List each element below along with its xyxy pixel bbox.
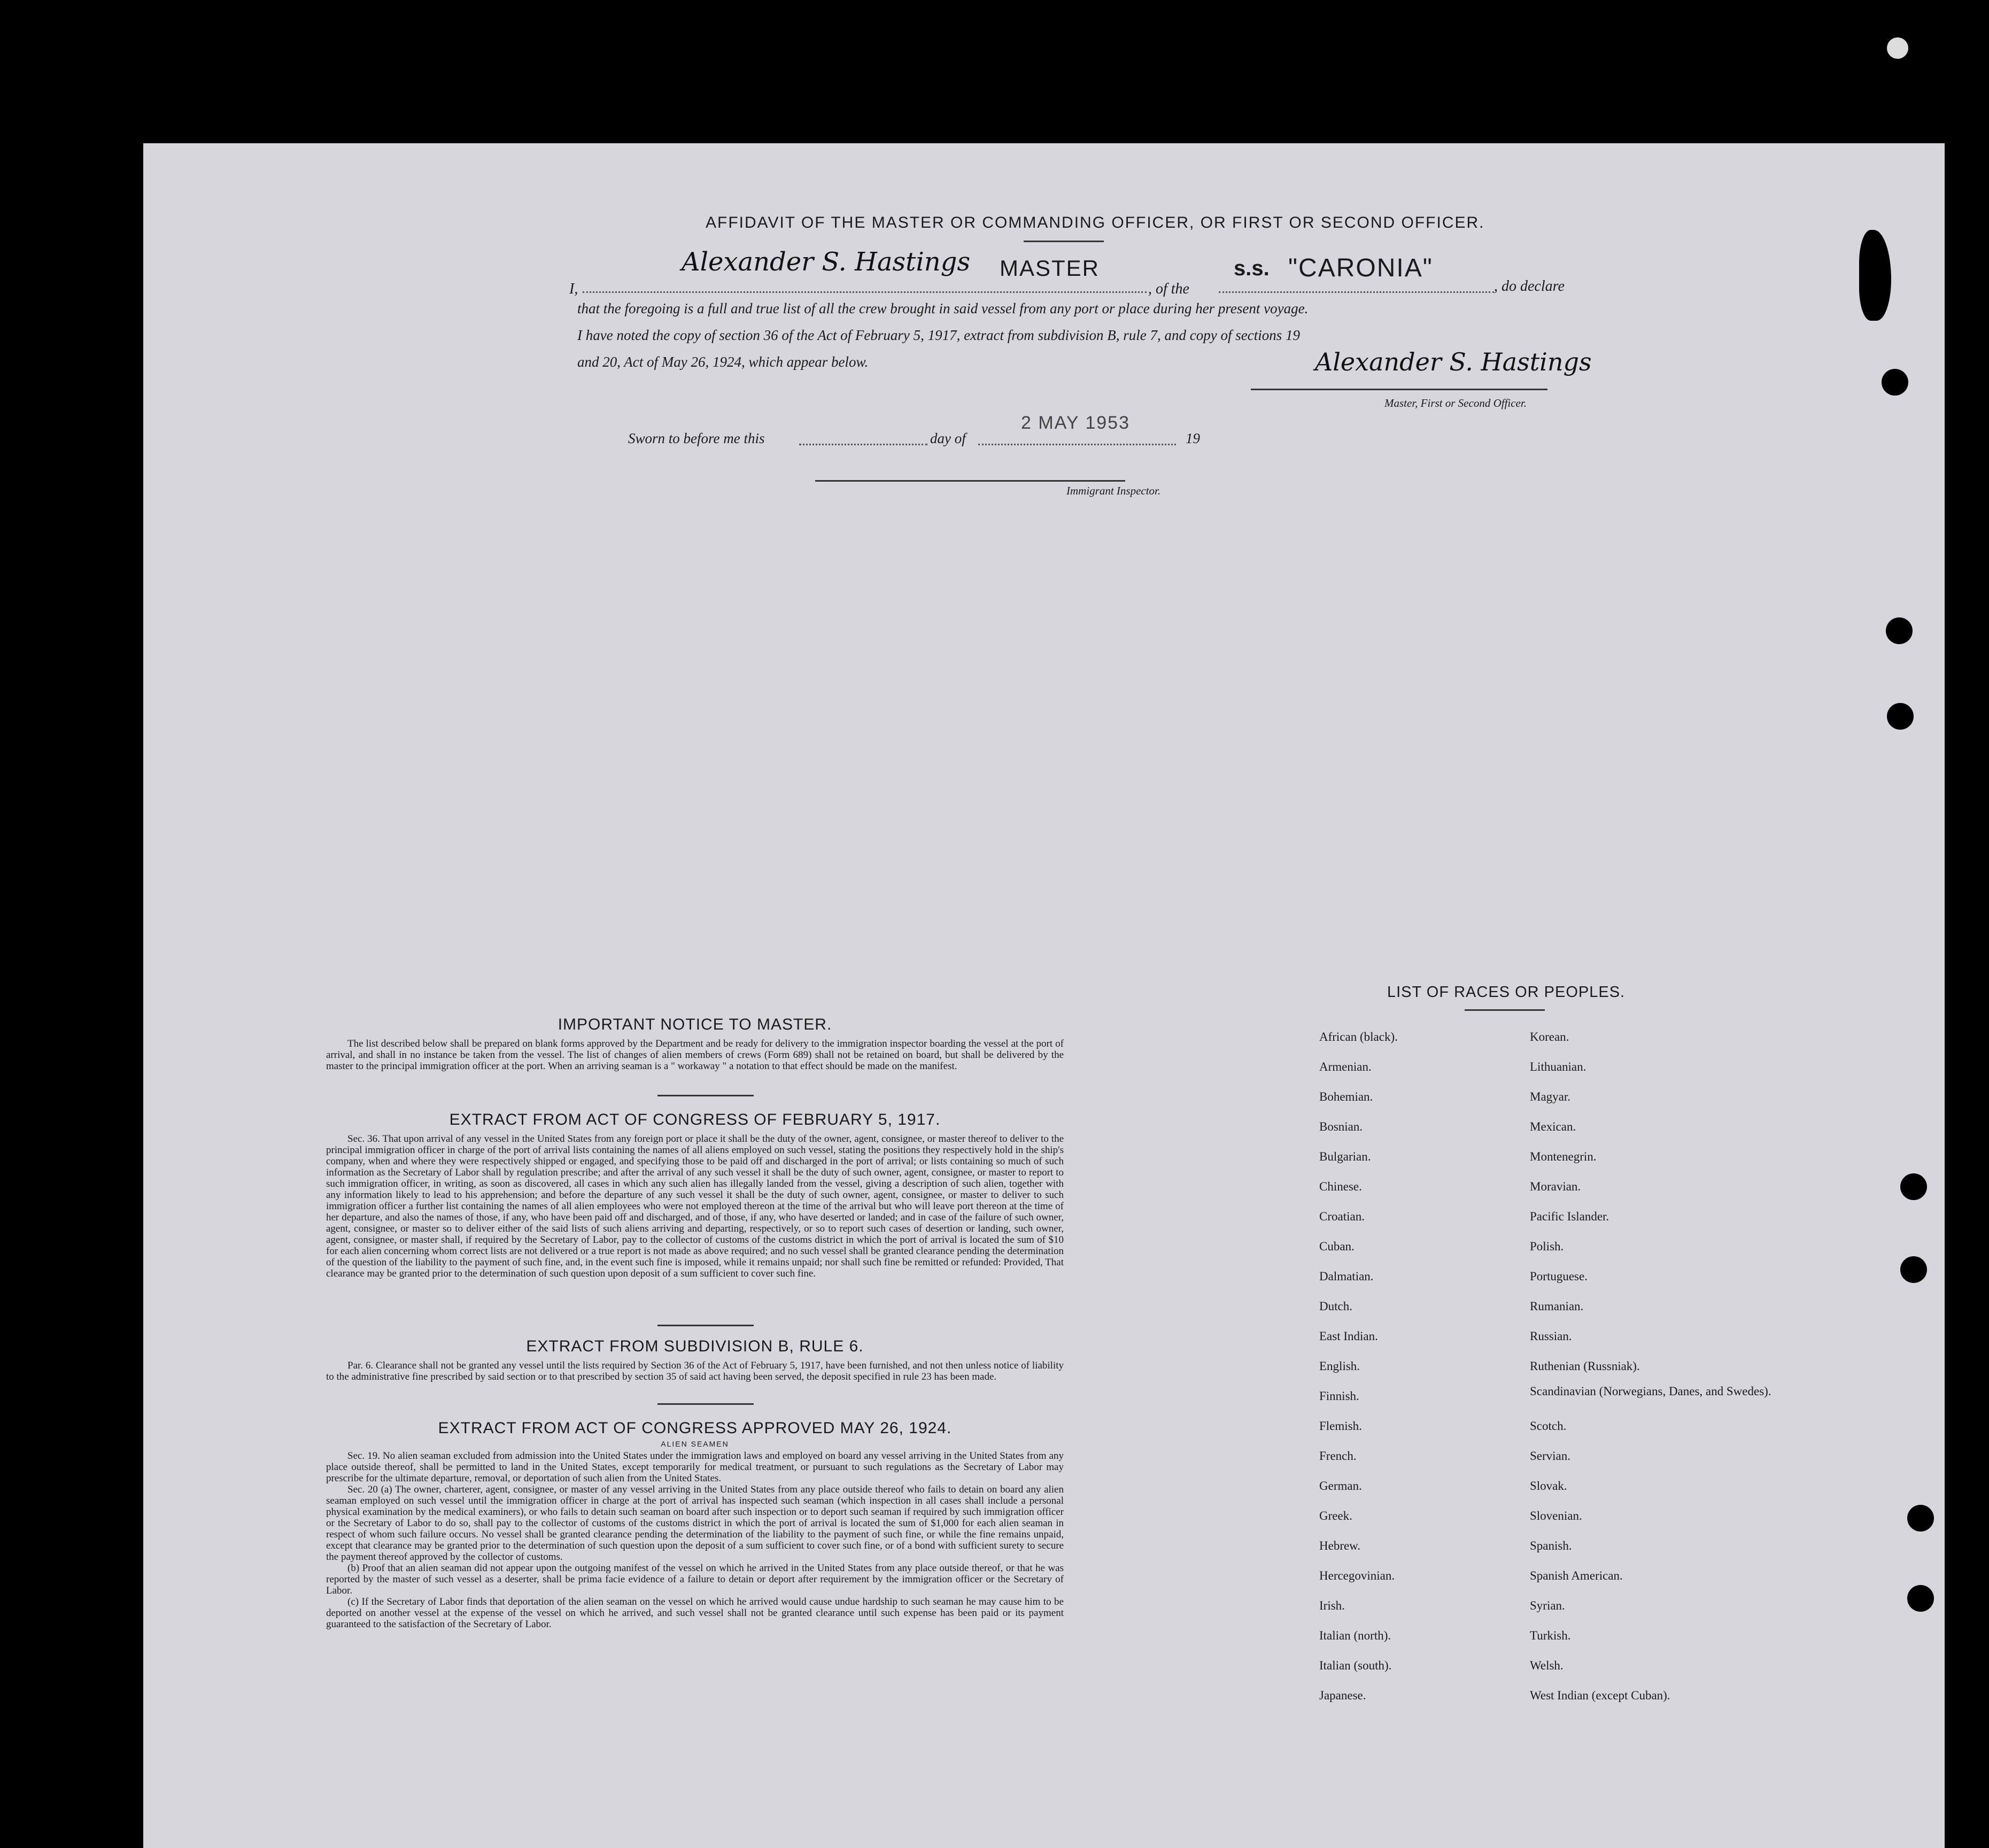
race-item: Bosnian. bbox=[1319, 1120, 1363, 1133]
race-item: German. bbox=[1319, 1479, 1362, 1493]
title-rule bbox=[1024, 241, 1104, 242]
race-item: Italian (south). bbox=[1319, 1659, 1392, 1672]
notice-section bbox=[326, 1016, 1064, 1072]
officer-signature-line bbox=[1251, 389, 1547, 390]
races-title: LIST OF RACES OR PEOPLES. bbox=[1387, 984, 1626, 1001]
punch-hole bbox=[1900, 1173, 1927, 1200]
declaration-line-3: and 20, Act of May 26, 1924, which appear below. bbox=[577, 354, 869, 370]
race-item: Dutch. bbox=[1319, 1300, 1352, 1313]
declaration-line-2: I have noted the copy of section 36 of the Act of February 5, 1917, extract from subdivision B, rule 7, and copy of sections 19 bbox=[577, 327, 1300, 343]
race-item: Cuban. bbox=[1319, 1240, 1355, 1253]
race-item: Spanish American. bbox=[1530, 1569, 1623, 1582]
do-declare-label: , do declare bbox=[1494, 278, 1565, 295]
master-signature: Alexander S. Hastings bbox=[682, 247, 971, 277]
subdivision-b-section bbox=[326, 1337, 1064, 1382]
sworn-day-line bbox=[799, 444, 927, 445]
extract-1917-body: Sec. 36. That upon arrival of any vessel in the United States from any foreign port or place it shall be the duty of the owner, agent, consignee, or master thereof to deliver to the principal immigration officer in charge of the port of arrival lists containing the names of all aliens employed on such vessel, stating the positions they respectively hold in the ship's company, when and where they were respectively shipped or engaged, and specifying those to be paid off and discharged in the port of arrival; or lists containing so much of such information as the Secretary of Labor shall by regulation prescribe; and after the arrival of any such vessel it shall be the duty of such owner, agent, consignee, or master to report to such immigration officer, in writing, as soon as discovered, all cases in which any such alien has illegally landed from the vessel, giving a description of such alien, together with any information likely to lead to his apprehension; and before the departure of any such vessel it shall be the duty of such owner, agent, consignee, or master to deliver to such immigration officer a further list containing the names of all alien employees who were not employed thereon at the time of the arrival but who will leave port thereon at the time of her departure, and also the names of those, if any, who have been paid off and discharged, and of those, if any, who have deserted or landed; and in case of the failure of such owner, agent, consignee, or master so to deliver either of the said lists of such aliens arriving and departing, respectively, or so to report such cases of desertion or landing, such owner, agent, consignee, or master shall, if required by the Secretary of Labor, pay to the collector of customs of the customs district in which the port of arrival is located the sum of $10 for each alien concerning whom correct lists are not delivered or a true report is not made as above required; and no such vessel shall be granted clearance pending the determination of the question of the liability to the payment of such fine, and, in the event such fine is imposed, while it remains unpaid; nor shall such fine be remitted or refunded: Provided, That clearance may be granted prior to the determination of such question upon deposit of a sum sufficient to cover such fine. bbox=[326, 1133, 1064, 1279]
punch-hole bbox=[1907, 1585, 1934, 1612]
race-item: Magyar. bbox=[1530, 1090, 1571, 1103]
race-item: East Indian. bbox=[1319, 1329, 1378, 1343]
race-item: Hebrew. bbox=[1319, 1539, 1361, 1552]
punch-hole bbox=[1887, 703, 1914, 730]
sec-20a-text: Sec. 20 (a) The owner, charterer, agent, consignee, or master of any vessel arriving in the United States from any place outside thereof who fails to detain on board any alien seaman employed on such vessel until the immigration officer in charge at the port of arrival has inspected such seaman (which inspection in all cases shall include a personal physical examination by the medical examiners), or who fails to detain such seaman on board after such inspection or to deport such seaman if required by such immigration officer or the Secretary of Labor to do so, shall pay to the collector of customs of the customs district in which the port of arrival is located the sum of $1,000 for each alien seaman in respect of whom such failure occurs. No vessel shall be granted clearance pending the determination of the liability to the payment of such fine, or while the fine remains unpaid, except that clearance may be granted prior to the determination of such question upon the deposit of a sum sufficient to cover such fine, or of a bond with sufficient surety to secure the payment thereof approved by the collector of customs. bbox=[326, 1484, 1064, 1563]
race-item: Hercegovinian. bbox=[1319, 1569, 1395, 1582]
race-item: Japanese. bbox=[1319, 1689, 1366, 1702]
race-item: Scotch. bbox=[1530, 1419, 1567, 1433]
race-item: French. bbox=[1319, 1449, 1357, 1463]
i-label: I, bbox=[569, 281, 578, 297]
day-of-label: day of bbox=[930, 430, 966, 446]
rank-value: MASTER bbox=[1000, 256, 1100, 281]
race-item: Bulgarian. bbox=[1319, 1150, 1371, 1163]
race-item: Lithuanian. bbox=[1530, 1060, 1586, 1073]
race-item: Ruthenian (Russniak). bbox=[1530, 1359, 1640, 1373]
punch-hole bbox=[1907, 1505, 1934, 1532]
race-item: Finnish. bbox=[1319, 1389, 1359, 1403]
subdivision-b-rule bbox=[657, 1403, 754, 1405]
race-item: Croatian. bbox=[1319, 1210, 1365, 1223]
race-item: African (black). bbox=[1319, 1030, 1398, 1043]
inspector-label: Immigrant Inspector. bbox=[1066, 484, 1161, 497]
race-item: Irish. bbox=[1319, 1599, 1345, 1612]
race-item: Chinese. bbox=[1319, 1180, 1362, 1193]
affidavit-title: AFFIDAVIT OF THE MASTER OR COMMANDING OFFICER, OR FIRST OR SECOND OFFICER. bbox=[706, 214, 1485, 231]
name-line bbox=[583, 291, 1147, 293]
extract-1924-subtitle: ALIEN SEAMEN bbox=[661, 1440, 729, 1448]
race-item: Syrian. bbox=[1530, 1599, 1565, 1612]
sworn-date-line bbox=[978, 444, 1176, 445]
notice-body: The list described below shall be prepared on blank forms approved by the Department and be ready for delivery to the immigration inspector boarding the vessel at the port of arrival, and shall in no instance be taken from the vessel. The list of changes of alien members of crews (Form 689) shall not be retained on board, but shall be delivered by the master to the principal immigration officer at the port. When an arriving seaman is a " workaway " a notation to that effect should be made on the manifest. bbox=[326, 1038, 1064, 1072]
sworn-date-stamp: 2 MAY 1953 bbox=[1021, 413, 1130, 433]
race-item: Slovenian. bbox=[1530, 1509, 1582, 1522]
race-item: Russian. bbox=[1530, 1329, 1572, 1343]
race-item: Armenian. bbox=[1319, 1060, 1372, 1073]
sec-20c-text: (c) If the Secretary of Labor finds that deportation of the alien seaman on the vessel on which he arrived would cause undue hardship to such seaman he may cause him to be deported on another vessel at the expense of the vessel on which he arrived, and such vessel shall not be granted clearance until such expense has been paid or its payment guaranteed to the satisfaction of the Secretary of Labor. bbox=[326, 1596, 1064, 1630]
race-item: Polish. bbox=[1530, 1240, 1564, 1253]
ship-prefix: s.s. bbox=[1234, 257, 1270, 280]
extract-1924-section bbox=[326, 1419, 1064, 1630]
race-item: Scandinavian (Norwegians, Danes, and Swedes). bbox=[1530, 1385, 1771, 1398]
of-the-label: , of the bbox=[1148, 281, 1189, 297]
race-item: English. bbox=[1319, 1359, 1360, 1373]
races-title-rule bbox=[1465, 1009, 1545, 1011]
races-column-1 bbox=[1319, 1022, 1544, 1711]
subdivision-b-body: Par. 6. Clearance shall not be granted any vessel until the lists required by Section 36 of the Act of February 5, 1917, have been furnished, and not then unless notice of liability to the administrative fine prescribed by said section or to that prescribed by section 35 of said act having been served, the deposit specified in rule 23 has been made. bbox=[326, 1360, 1064, 1382]
race-item: Greek. bbox=[1319, 1509, 1352, 1522]
officer-signature: Alexander S. Hastings bbox=[1315, 347, 1592, 376]
race-item: Portuguese. bbox=[1530, 1270, 1588, 1283]
race-item: Turkish. bbox=[1530, 1629, 1571, 1642]
officer-label: Master, First or Second Officer. bbox=[1384, 397, 1527, 409]
race-item: Servian. bbox=[1530, 1449, 1571, 1463]
ship-name: "CARONIA" bbox=[1288, 254, 1433, 282]
race-item: Italian (north). bbox=[1319, 1629, 1391, 1642]
race-item: Dalmatian. bbox=[1319, 1270, 1374, 1283]
race-item: Mexican. bbox=[1530, 1120, 1576, 1133]
extract-1917-title: EXTRACT FROM ACT OF CONGRESS OF FEBRUARY 5, 1917. bbox=[449, 1111, 941, 1128]
race-item: Moravian. bbox=[1530, 1180, 1581, 1193]
sec-20b-text: (b) Proof that an alien seaman did not appear upon the outgoing manifest of the vessel on which he arrived in the United States from any place outside thereof, or that he was reported by the master of such vessel as a deserter, shall be prima facie evidence of a failure to detain or deport after requirement by the immigration officer or the Secretary of Labor. bbox=[326, 1563, 1064, 1596]
notice-title: IMPORTANT NOTICE TO MASTER. bbox=[558, 1016, 832, 1033]
sworn-label: Sworn to before me this bbox=[628, 430, 765, 446]
torn-corner-mark bbox=[1887, 37, 1908, 59]
race-item: Bohemian. bbox=[1319, 1090, 1373, 1103]
race-item: Flemish. bbox=[1319, 1419, 1362, 1433]
race-item: Korean. bbox=[1530, 1030, 1569, 1043]
year-label: 19 bbox=[1186, 430, 1200, 446]
notice-rule bbox=[657, 1095, 754, 1096]
declaration-line-1: that the foregoing is a full and true list of all the crew brought in said vessel from any port or place during her present voyage. bbox=[577, 300, 1309, 316]
ship-line bbox=[1219, 291, 1494, 293]
race-item: Montenegrin. bbox=[1530, 1150, 1597, 1163]
punch-hole bbox=[1886, 617, 1913, 644]
punch-hole bbox=[1900, 1256, 1927, 1283]
race-item: Spanish. bbox=[1530, 1539, 1572, 1552]
race-item: Welsh. bbox=[1530, 1659, 1564, 1672]
races-column-2 bbox=[1530, 1022, 1786, 1711]
race-item: West Indian (except Cuban). bbox=[1530, 1689, 1670, 1702]
race-item: Pacific Islander. bbox=[1530, 1210, 1609, 1223]
extract-1917-rule bbox=[657, 1325, 754, 1326]
inspector-line bbox=[815, 480, 1125, 482]
sec-19-text: Sec. 19. No alien seaman excluded from admission into the United States under the immigration laws and employed on board any vessel arriving in the United States from any place outside thereof, shall be permitted to land in the United States, except temporarily for medical treatment, or pursuant to such regulations as the Secretary of Labor may prescribe for the ultimate departure, removal, or deportation of such alien from the United States. bbox=[326, 1450, 1064, 1484]
extract-1924-title: EXTRACT FROM ACT OF CONGRESS APPROVED MAY 26, 1924. bbox=[438, 1419, 952, 1437]
race-item: Slovak. bbox=[1530, 1479, 1567, 1493]
race-item: Rumanian. bbox=[1530, 1300, 1584, 1313]
extract-1917-section bbox=[326, 1111, 1064, 1279]
subdivision-b-title: EXTRACT FROM SUBDIVISION B, RULE 6. bbox=[526, 1337, 864, 1355]
punch-hole bbox=[1882, 369, 1908, 396]
